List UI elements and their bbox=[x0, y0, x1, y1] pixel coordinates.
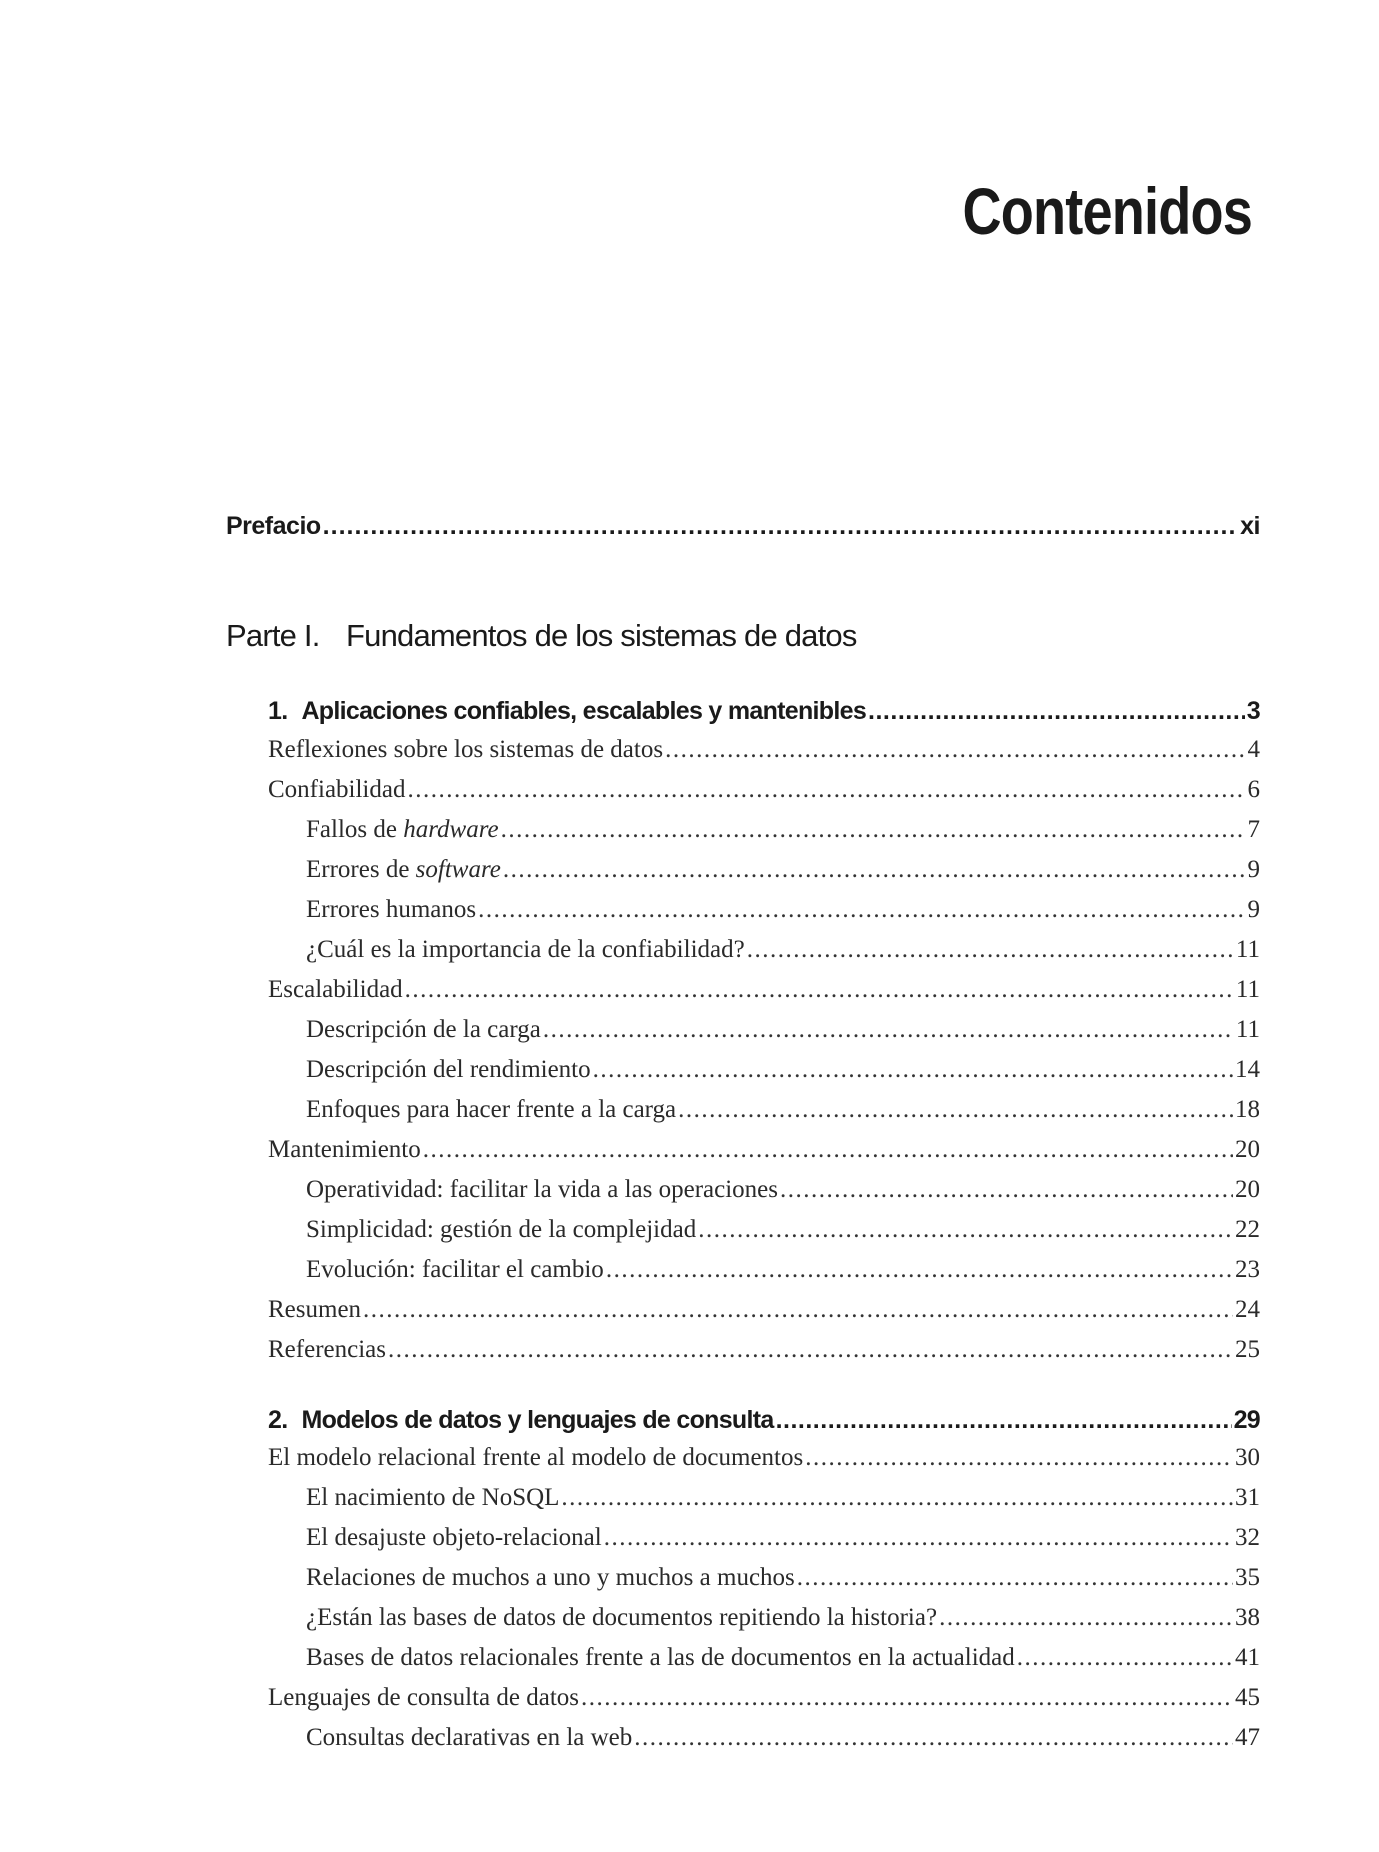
dot-leader bbox=[868, 697, 1245, 726]
toc-label: El desajuste objeto-relacional bbox=[306, 1524, 602, 1551]
toc-entry-subsection[interactable] bbox=[306, 1096, 1260, 1136]
toc-label-italic: software bbox=[415, 856, 501, 883]
toc-label bbox=[268, 697, 866, 726]
toc-entry-subsection[interactable] bbox=[306, 1056, 1260, 1096]
toc-entry-preface[interactable] bbox=[226, 512, 1260, 552]
toc-entry-subsection[interactable] bbox=[306, 816, 1260, 856]
toc-label: Simplicidad: gestión de la complejidad bbox=[306, 1216, 697, 1243]
toc-entry-subsection[interactable] bbox=[306, 1216, 1260, 1256]
toc-entry-chapter[interactable] bbox=[268, 697, 1260, 737]
part-heading bbox=[226, 618, 857, 654]
dot-leader bbox=[405, 976, 1234, 1004]
toc-label: Bases de datos relacionales frente a las de documentos en la actualidad bbox=[306, 1644, 1015, 1671]
toc-entry-subsection[interactable] bbox=[306, 896, 1260, 936]
dot-leader bbox=[678, 1096, 1233, 1124]
toc-entry-subsection[interactable] bbox=[306, 1564, 1260, 1604]
page-number: 11 bbox=[1235, 1016, 1260, 1043]
page-number: 25 bbox=[1235, 1336, 1260, 1363]
dot-leader bbox=[665, 736, 1245, 764]
toc-label: Lenguajes de consulta de datos bbox=[268, 1684, 580, 1711]
dot-leader bbox=[634, 1724, 1233, 1752]
chapter-title: Modelos de datos y lenguajes de consulta bbox=[301, 1406, 774, 1434]
page-number: 31 bbox=[1235, 1484, 1260, 1511]
dot-leader bbox=[780, 1176, 1233, 1204]
toc-entry-subsection[interactable] bbox=[306, 1724, 1260, 1764]
page-number: 11 bbox=[1235, 976, 1260, 1003]
toc-label-italic: hardware bbox=[403, 816, 499, 843]
chapter-title: Aplicaciones confiables, escalables y mantenibles bbox=[301, 697, 867, 725]
toc-label bbox=[306, 856, 501, 884]
page-number: 24 bbox=[1235, 1296, 1260, 1323]
page-number: 9 bbox=[1247, 896, 1260, 923]
toc-label: El modelo relacional frente al modelo de documentos bbox=[268, 1444, 804, 1471]
toc-entry-subsection[interactable] bbox=[306, 936, 1260, 976]
page-number: 41 bbox=[1235, 1644, 1260, 1671]
page-number: 4 bbox=[1247, 736, 1260, 763]
toc-entry-subsection[interactable] bbox=[306, 1176, 1260, 1216]
page-number: xi bbox=[1240, 512, 1260, 540]
dot-leader bbox=[503, 856, 1246, 884]
toc-entry-section[interactable] bbox=[268, 776, 1260, 816]
toc-label: ¿Están las bases de datos de documentos repitiendo la historia? bbox=[306, 1604, 938, 1631]
toc-label: Consultas declarativas en la web bbox=[306, 1724, 633, 1751]
page-number: 30 bbox=[1235, 1444, 1260, 1471]
toc-entry-section[interactable] bbox=[268, 1296, 1260, 1336]
toc-entry-subsection[interactable] bbox=[306, 1484, 1260, 1524]
dot-leader bbox=[797, 1564, 1233, 1592]
part-number: Parte I. bbox=[226, 618, 320, 653]
toc-label: Enfoques para hacer frente a la carga bbox=[306, 1096, 677, 1123]
toc-label: Reflexiones sobre los sistemas de datos bbox=[268, 736, 664, 763]
toc-entry-section[interactable] bbox=[268, 736, 1260, 776]
page-number: 35 bbox=[1235, 1564, 1260, 1591]
page-number: 11 bbox=[1235, 936, 1260, 963]
toc-label: Mantenimiento bbox=[268, 1136, 421, 1163]
dot-leader bbox=[581, 1684, 1233, 1712]
toc-label: Errores humanos bbox=[306, 896, 477, 923]
toc-label bbox=[268, 1406, 774, 1435]
toc-label: Descripción del rendimiento bbox=[306, 1056, 591, 1083]
chapter-number: 2. bbox=[268, 1406, 288, 1434]
page-number: 29 bbox=[1233, 1406, 1260, 1434]
toc-label: Operatividad: facilitar la vida a las operaciones bbox=[306, 1176, 779, 1203]
toc-label: El nacimiento de NoSQL bbox=[306, 1484, 560, 1511]
toc-entry-subsection[interactable] bbox=[306, 1256, 1260, 1296]
toc-entry-section[interactable] bbox=[268, 1444, 1260, 1484]
toc-entry-section[interactable] bbox=[268, 1336, 1260, 1376]
toc-entry-subsection[interactable] bbox=[306, 1524, 1260, 1564]
dot-leader bbox=[543, 1016, 1234, 1044]
page-number: 9 bbox=[1247, 856, 1260, 883]
toc-entry-subsection[interactable] bbox=[306, 1604, 1260, 1644]
page-number: 23 bbox=[1235, 1256, 1260, 1283]
dot-leader bbox=[939, 1604, 1233, 1632]
toc-entry-section[interactable] bbox=[268, 1684, 1260, 1724]
toc-label: Relaciones de muchos a uno y muchos a muchos bbox=[306, 1564, 795, 1591]
page-number: 22 bbox=[1235, 1216, 1260, 1243]
toc-label: Descripción de la carga bbox=[306, 1016, 541, 1043]
dot-leader bbox=[323, 512, 1238, 541]
toc-label: Referencias bbox=[268, 1336, 386, 1363]
dot-leader bbox=[698, 1216, 1233, 1244]
page-number: 45 bbox=[1235, 1684, 1260, 1711]
dot-leader bbox=[805, 1444, 1233, 1472]
page-number: 47 bbox=[1235, 1724, 1260, 1751]
toc-label: Prefacio bbox=[226, 512, 321, 540]
toc-label-text: Fallos de bbox=[306, 816, 404, 843]
toc-label: Confiabilidad bbox=[268, 776, 406, 803]
part-title: Fundamentos de los sistemas de datos bbox=[346, 618, 857, 653]
page-number: 38 bbox=[1235, 1604, 1260, 1631]
toc-label: Escalabilidad bbox=[268, 976, 403, 1003]
dot-leader bbox=[1017, 1644, 1233, 1672]
page-number: 32 bbox=[1235, 1524, 1260, 1551]
dot-leader bbox=[776, 1406, 1232, 1435]
toc-label: ¿Cuál es la importancia de la confiabilidad? bbox=[306, 936, 745, 963]
dot-leader bbox=[604, 1524, 1233, 1552]
page-number: 18 bbox=[1235, 1096, 1260, 1123]
page-number: 3 bbox=[1246, 697, 1260, 725]
toc-label-text: Errores de bbox=[306, 856, 416, 883]
toc-entry-subsection[interactable] bbox=[306, 1016, 1260, 1056]
dot-leader bbox=[363, 1296, 1233, 1324]
dot-leader bbox=[478, 896, 1245, 924]
page-number: 6 bbox=[1247, 776, 1260, 803]
dot-leader bbox=[501, 816, 1246, 844]
dot-leader bbox=[423, 1136, 1233, 1164]
toc-label bbox=[306, 816, 499, 844]
page-number: 7 bbox=[1247, 816, 1260, 843]
toc-entry-chapter[interactable] bbox=[268, 1406, 1260, 1446]
page-number: 20 bbox=[1235, 1176, 1260, 1203]
chapter-number: 1. bbox=[268, 697, 288, 725]
dot-leader bbox=[561, 1484, 1233, 1512]
dot-leader bbox=[388, 1336, 1233, 1364]
dot-leader bbox=[747, 936, 1234, 964]
toc-label: Evolución: facilitar el cambio bbox=[306, 1256, 604, 1283]
dot-leader bbox=[593, 1056, 1233, 1084]
page-number: 20 bbox=[1235, 1136, 1260, 1163]
page-title: Contenidos bbox=[962, 174, 1252, 248]
page-number: 14 bbox=[1235, 1056, 1260, 1083]
toc-label: Resumen bbox=[268, 1296, 362, 1323]
toc-entry-section[interactable] bbox=[268, 1136, 1260, 1176]
dot-leader bbox=[606, 1256, 1233, 1284]
toc-entry-subsection[interactable] bbox=[306, 1644, 1260, 1684]
dot-leader bbox=[407, 776, 1245, 804]
toc-entry-subsection[interactable] bbox=[306, 856, 1260, 896]
toc-entry-section[interactable] bbox=[268, 976, 1260, 1016]
